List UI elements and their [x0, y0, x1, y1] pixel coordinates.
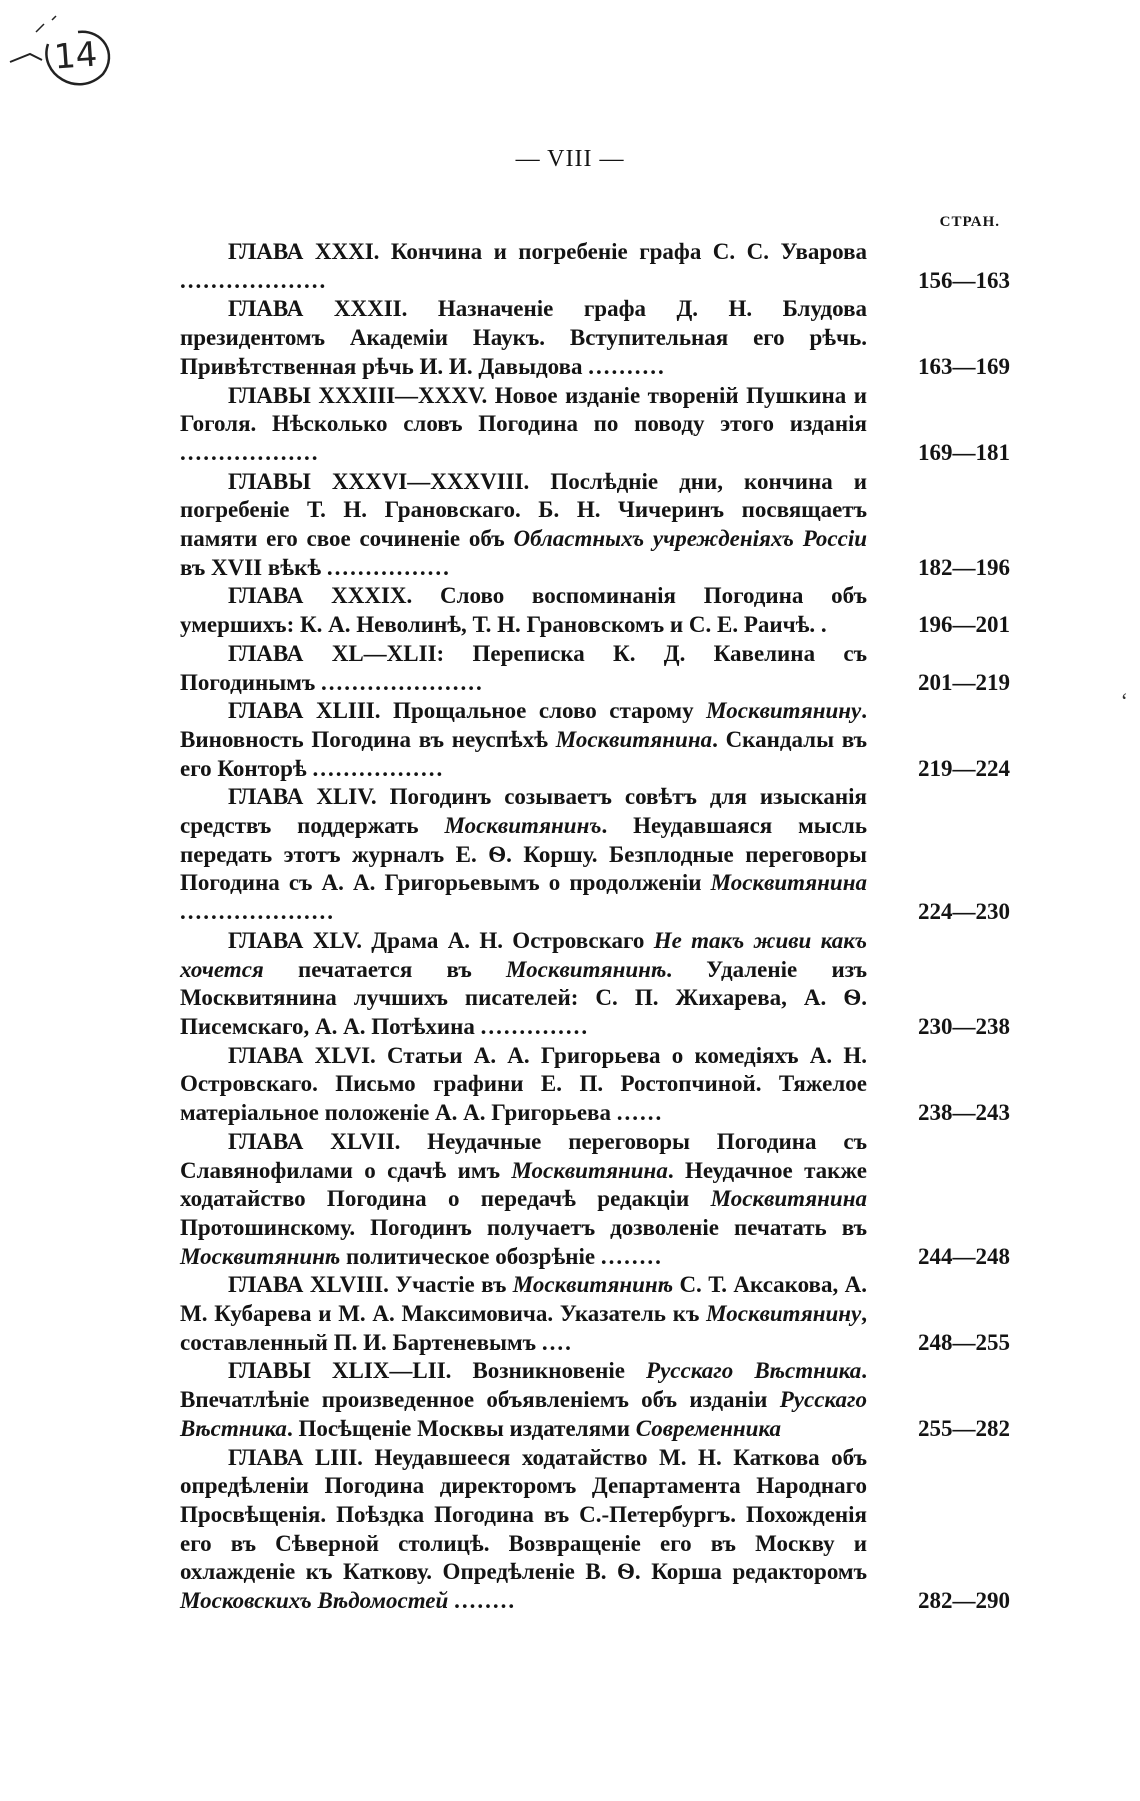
- toc-entry-pages: 156—163: [918, 267, 1010, 293]
- pages-column-header: СТРАН.: [939, 214, 1000, 230]
- toc-entry: [180, 783, 1010, 927]
- toc-entry: [180, 382, 1010, 468]
- toc-entry-text: ГЛАВА XLIV. Погодинъ созываетъ совѣтъ для изысканія средствъ поддержать Москвитянинъ. Неудавшаяся мысль передать этотъ журналъ Е. Ѳ. Коршу. Безплодные переговоры Погодина съ А. А. Григорьевымъ о продолженіи Москвитянина ....................: [180, 784, 867, 925]
- toc-entry-pages: 201—219: [918, 669, 1010, 695]
- toc-entry-text: ГЛАВА XLVII. Неудачные переговоры Погодина съ Славянофилами о сдачѣ имъ Москвитянина. Неудачное также ходатайство Погодина о передачѣ редакціи Москвитянина Протошинскому. Погодинъ получаетъ дозволеніе печатать въ Москвитянинѣ политическое обозрѣніе ........: [180, 1128, 867, 1269]
- toc-entry-pages: 282—290: [918, 1588, 1010, 1614]
- toc-entry-pages: 255—282: [918, 1415, 1010, 1441]
- toc-entry-text: ГЛАВЫ XXXIII—XXXV. Новое изданіе твореній Пушкина и Гоголя. Нѣсколько словъ Погодина по поводу этого изданія ..................: [180, 382, 867, 465]
- toc-entry-text: ГЛАВЫ XXXVI—XXXVIII. Послѣдніе дни, кончина и погребеніе Т. Н. Грановскаго. Б. Н. Чичеринъ посвящаетъ памяти его свое сочиненіе объ Областныхъ учрежденіяхъ Россіи въ XVII вѣкѣ ................: [180, 468, 868, 580]
- toc-entry: [180, 1042, 1010, 1128]
- toc-entry-text: ГЛАВА XLV. Драма А. Н. Островскаго Не такъ живи какъ хочется печатается въ Москвитянинѣ. Удаленіе изъ Москвитянина лучшихъ писателей: С. П. Жихарева, А. Ѳ. Писемскаго, А. А. Потѣхина ..............: [180, 927, 867, 1039]
- toc-entry-pages: 196—201: [918, 612, 1010, 638]
- toc-entry: [180, 697, 1010, 783]
- toc-entry: [180, 1271, 1010, 1357]
- toc-entry: [180, 238, 1010, 295]
- toc-entry-text: ГЛАВА XL—XLII: Переписка К. Д. Кавелина съ Погодинымъ .....................: [180, 640, 867, 695]
- toc-entry-text: ГЛАВА LIII. Неудавшееся ходатайство М. Н. Каткова объ опредѣленіи Погодина директоромъ Департамента Народнаго Просвѣщенія. Поѣздка Погодина въ С.-Петербургъ. Похожденія его въ Сѣверной столицѣ. Возвращеніе его въ Москву и охлажденіе къ Каткову. Опредѣленіе В. Ѳ. Корша редакторомъ Московскихъ Вѣдомостей ........: [180, 1444, 867, 1614]
- toc-entry: [180, 295, 1010, 381]
- toc-entry: [180, 582, 1010, 639]
- toc-entry: [180, 640, 1010, 697]
- toc-entry-pages: 219—224: [918, 755, 1010, 781]
- toc-entry-text: ГЛАВА XLVI. Статьи А. А. Григорьева о комедіяхъ А. Н. Островскаго. Письмо графини Е. П. Ростопчиной. Тяжелое матеріальное положеніе А. А. Григорьева ......: [180, 1042, 867, 1126]
- toc-entry: [180, 1444, 1010, 1616]
- toc-entry-pages: 169—181: [918, 439, 1010, 465]
- toc-entry-text: ГЛАВА XLIII. Прощальное слово старому Москвитянину. Виновность Погодина въ неуспѣхѣ Москвитянина. Скандалы въ его Конторѣ .................: [180, 698, 867, 781]
- toc-entry-pages: 244—248: [918, 1243, 1010, 1269]
- toc-entry-pages: 238—243: [918, 1100, 1010, 1126]
- toc-entry-pages: 230—238: [918, 1013, 1010, 1039]
- toc-entry-pages: 248—255: [918, 1329, 1010, 1355]
- toc-entry-text: ГЛАВЫ XLIX—LII. Возникновеніе Русскаго Вѣстника. Впечатлѣніе произведенное объявленіемъ объ изданіи Русскаго Вѣстника. Посѣщеніе Москвы издателями Современника: [180, 1358, 867, 1441]
- toc-entry-pages: 163—169: [918, 353, 1010, 379]
- handwritten-page-note: [8, 14, 118, 104]
- toc-entry: [180, 468, 1010, 583]
- toc-entry: [180, 927, 1010, 1042]
- toc-entry-text: ГЛАВА XLVIII. Участіе въ Москвитянинѣ С. Т. Аксакова, А. М. Кубарева и М. А. Максимовича. Указатель къ Москвитянину, составленный П. И. Бартеневымъ ....: [180, 1272, 867, 1355]
- page-number: — VIII —: [515, 146, 625, 172]
- toc-entry: [180, 1128, 1010, 1272]
- toc-entry-pages: 182—196: [918, 554, 1010, 580]
- toc-entry-text: ГЛАВА XXXIX. Слово воспоминанія Погодина объ умершихъ: К. А. Неволинѣ, Т. Н. Грановскомъ и С. Е. Раичѣ. .: [180, 583, 867, 638]
- toc-entry-text: ГЛАВА XXXI. Кончина и погребеніе графа С. С. Уварова ...................: [180, 239, 867, 293]
- toc-entry-text: ГЛАВА XXXII. Назначеніе графа Д. Н. Блудова президентомъ Академіи Наукъ. Вступительная его рѣчь. Привѣтственная рѣчь И. И. Давыдова ..........: [180, 296, 867, 379]
- handwritten-note-text: 14: [52, 34, 99, 78]
- toc-entry: [180, 1357, 1010, 1443]
- toc-entry-pages: 224—230: [918, 899, 1010, 925]
- table-of-contents: [180, 238, 1010, 1616]
- margin-speck: ‘: [1120, 688, 1128, 713]
